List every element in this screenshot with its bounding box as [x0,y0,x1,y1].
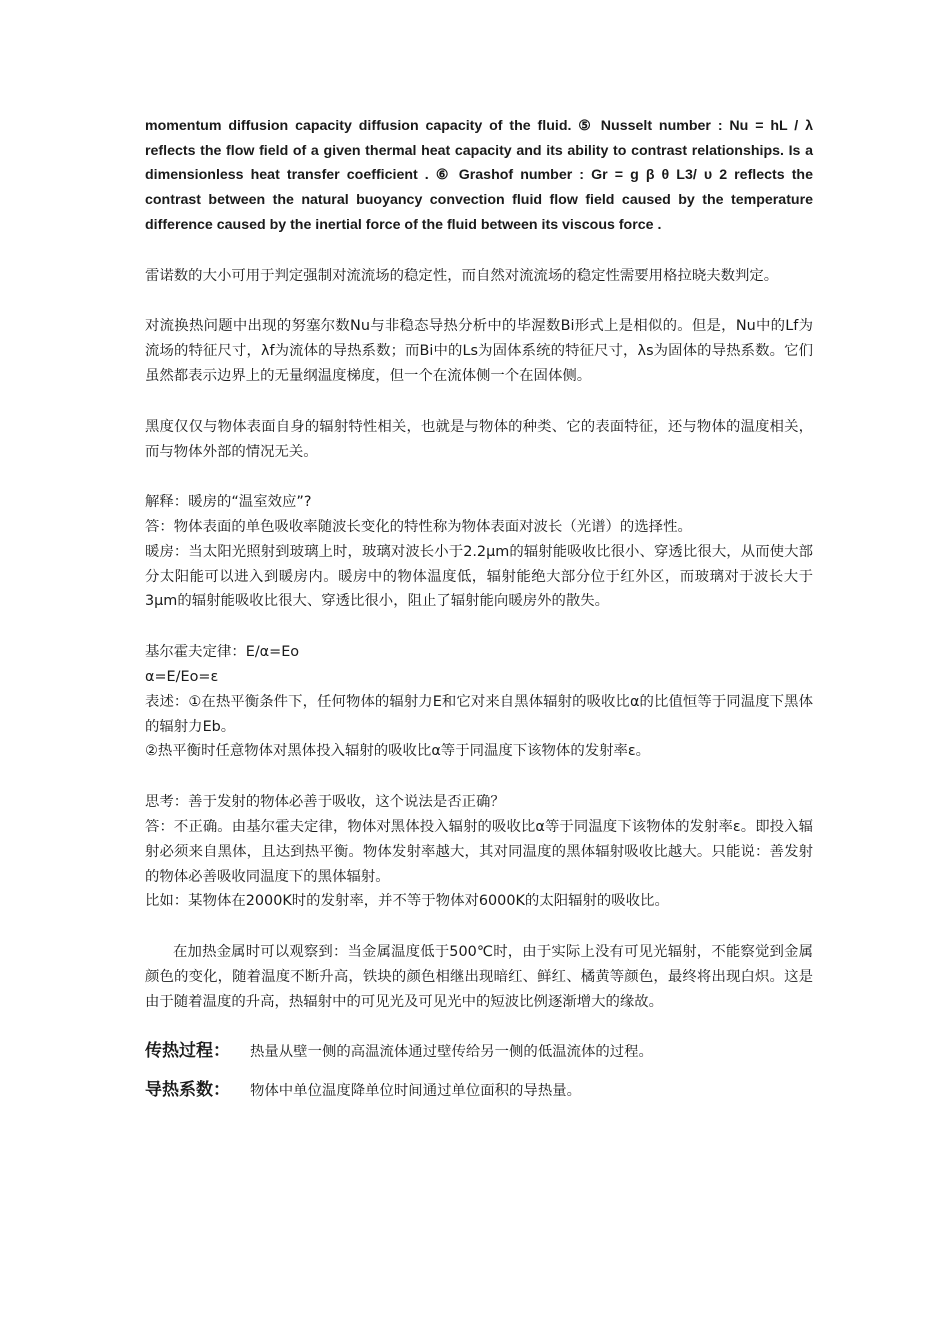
definition-text: 热量从壁一侧的高温流体通过壁传给另一侧的低温流体的过程。 [250,1043,653,1060]
english-paragraph: momentum diffusion capacity diffusion capacity of the fluid. ⑤ Nusselt number : Nu = hL / λ reflects the flow field of a given thermal heat capacity and its ability to contrast relationships. Is a dimensionless heat transfer coefficient . ⑥ Grashof number : Gr = g β θ L3/ υ 2 reflects the contrast between the natural buoyancy convection fluid flow field caused by the temperature difference caused by the inertial force of the fluid between its viscous force . [145,118,813,233]
definitions-section [145,1039,813,1103]
definition-term: 导热系数： [145,1079,230,1100]
thinking-answer: 答：不正确。由基尔霍夫定律，物体对黑体投入辐射的吸收比α等于同温度下该物体的发射率ε。即投入辐射必须来自黑体，且达到热平衡。物体发射率越大，其对同温度的黑体辐射吸收比越大。只能说：善发射的物体必善吸收同温度下的黑体辐射。 [145,819,813,885]
metal-paragraph: 在加热金属时可以观察到：当金属温度低于500℃时，由于实际上没有可见光辐射，不能察觉到金属颜色的变化，随着温度不断升高，铁块的颜色相继出现暗红、鲜红、橘黄等颜色，最终将出现白炽。这是由于随着温度的升高，热辐射中的可见光及可见光中的短波比例逐渐增大的缘故。 [145,944,813,1010]
definition-row [145,1078,813,1103]
greenhouse-section [145,490,813,614]
nusselt-paragraph: 对流换热问题中出现的努塞尔数Nu与非稳态导热分析中的毕渥数Bi形式上是相似的。但是，Nu中的Lf为流场的特征尺寸，λf为流体的导热系数；而Bi中的Ls为固体系统的特征尺寸，λs为固体的导热系数。它们虽然都表示边界上的无量纲温度梯度，但一个在流体侧一个在固体侧。 [145,318,813,384]
kirchhoff-section [145,640,813,764]
definition-text: 物体中单位温度降单位时间通过单位面积的导热量。 [250,1082,581,1099]
blackness-paragraph: 黑度仅仅与物体表面自身的辐射特性相关，也就是与物体的种类、它的表面特征，还与物体的温度相关，而与物体外部的情况无关。 [145,418,813,460]
thinking-section [145,790,813,914]
greenhouse-question: 解释：暖房的“温室效应”? [145,494,312,511]
kirchhoff-formula: α=E/Eo=ε [145,669,219,686]
definition-row [145,1039,813,1064]
greenhouse-detail: 暖房：当太阳光照射到玻璃上时，玻璃对波长小于2.2μm的辐射能吸收比很小、穿透比很大，从而使大部分太阳能可以进入到暖房内。暖房中的物体温度低，辐射能绝大部分位于红外区，而玻璃对于波长大于3μm的辐射能吸收比很大、穿透比很小，阻止了辐射能向暖房外的散失。 [145,543,813,610]
kirchhoff-law: 基尔霍夫定律：E/α=Eo [145,644,300,661]
thinking-question: 思考：善于发射的物体必善于吸收，这个说法是否正确？ [145,794,505,811]
document-body [145,114,813,1103]
reynolds-paragraph: 雷诺数的大小可用于判定强制对流流场的稳定性，而自然对流流场的稳定性需要用格拉晓夫数判定。 [145,267,779,284]
definition-term: 传热过程： [145,1040,230,1061]
kirchhoff-statement-2: ②热平衡时任意物体对黑体投入辐射的吸收比α等于同温度下该物体的发射率ε。 [145,743,651,760]
thinking-example: 比如：某物体在2000K时的发射率，并不等于物体对6000K的太阳辐射的吸收比。 [145,893,669,910]
greenhouse-answer: 答：物体表面的单色吸收率随波长变化的特性称为物体表面对波长（光谱）的选择性。 [145,519,692,536]
kirchhoff-statement-1: 表述：①在热平衡条件下，任何物体的辐射力E和它对来自黑体辐射的吸收比α的比值恒等于同温度下黑体的辐射力Eb。 [145,693,813,735]
